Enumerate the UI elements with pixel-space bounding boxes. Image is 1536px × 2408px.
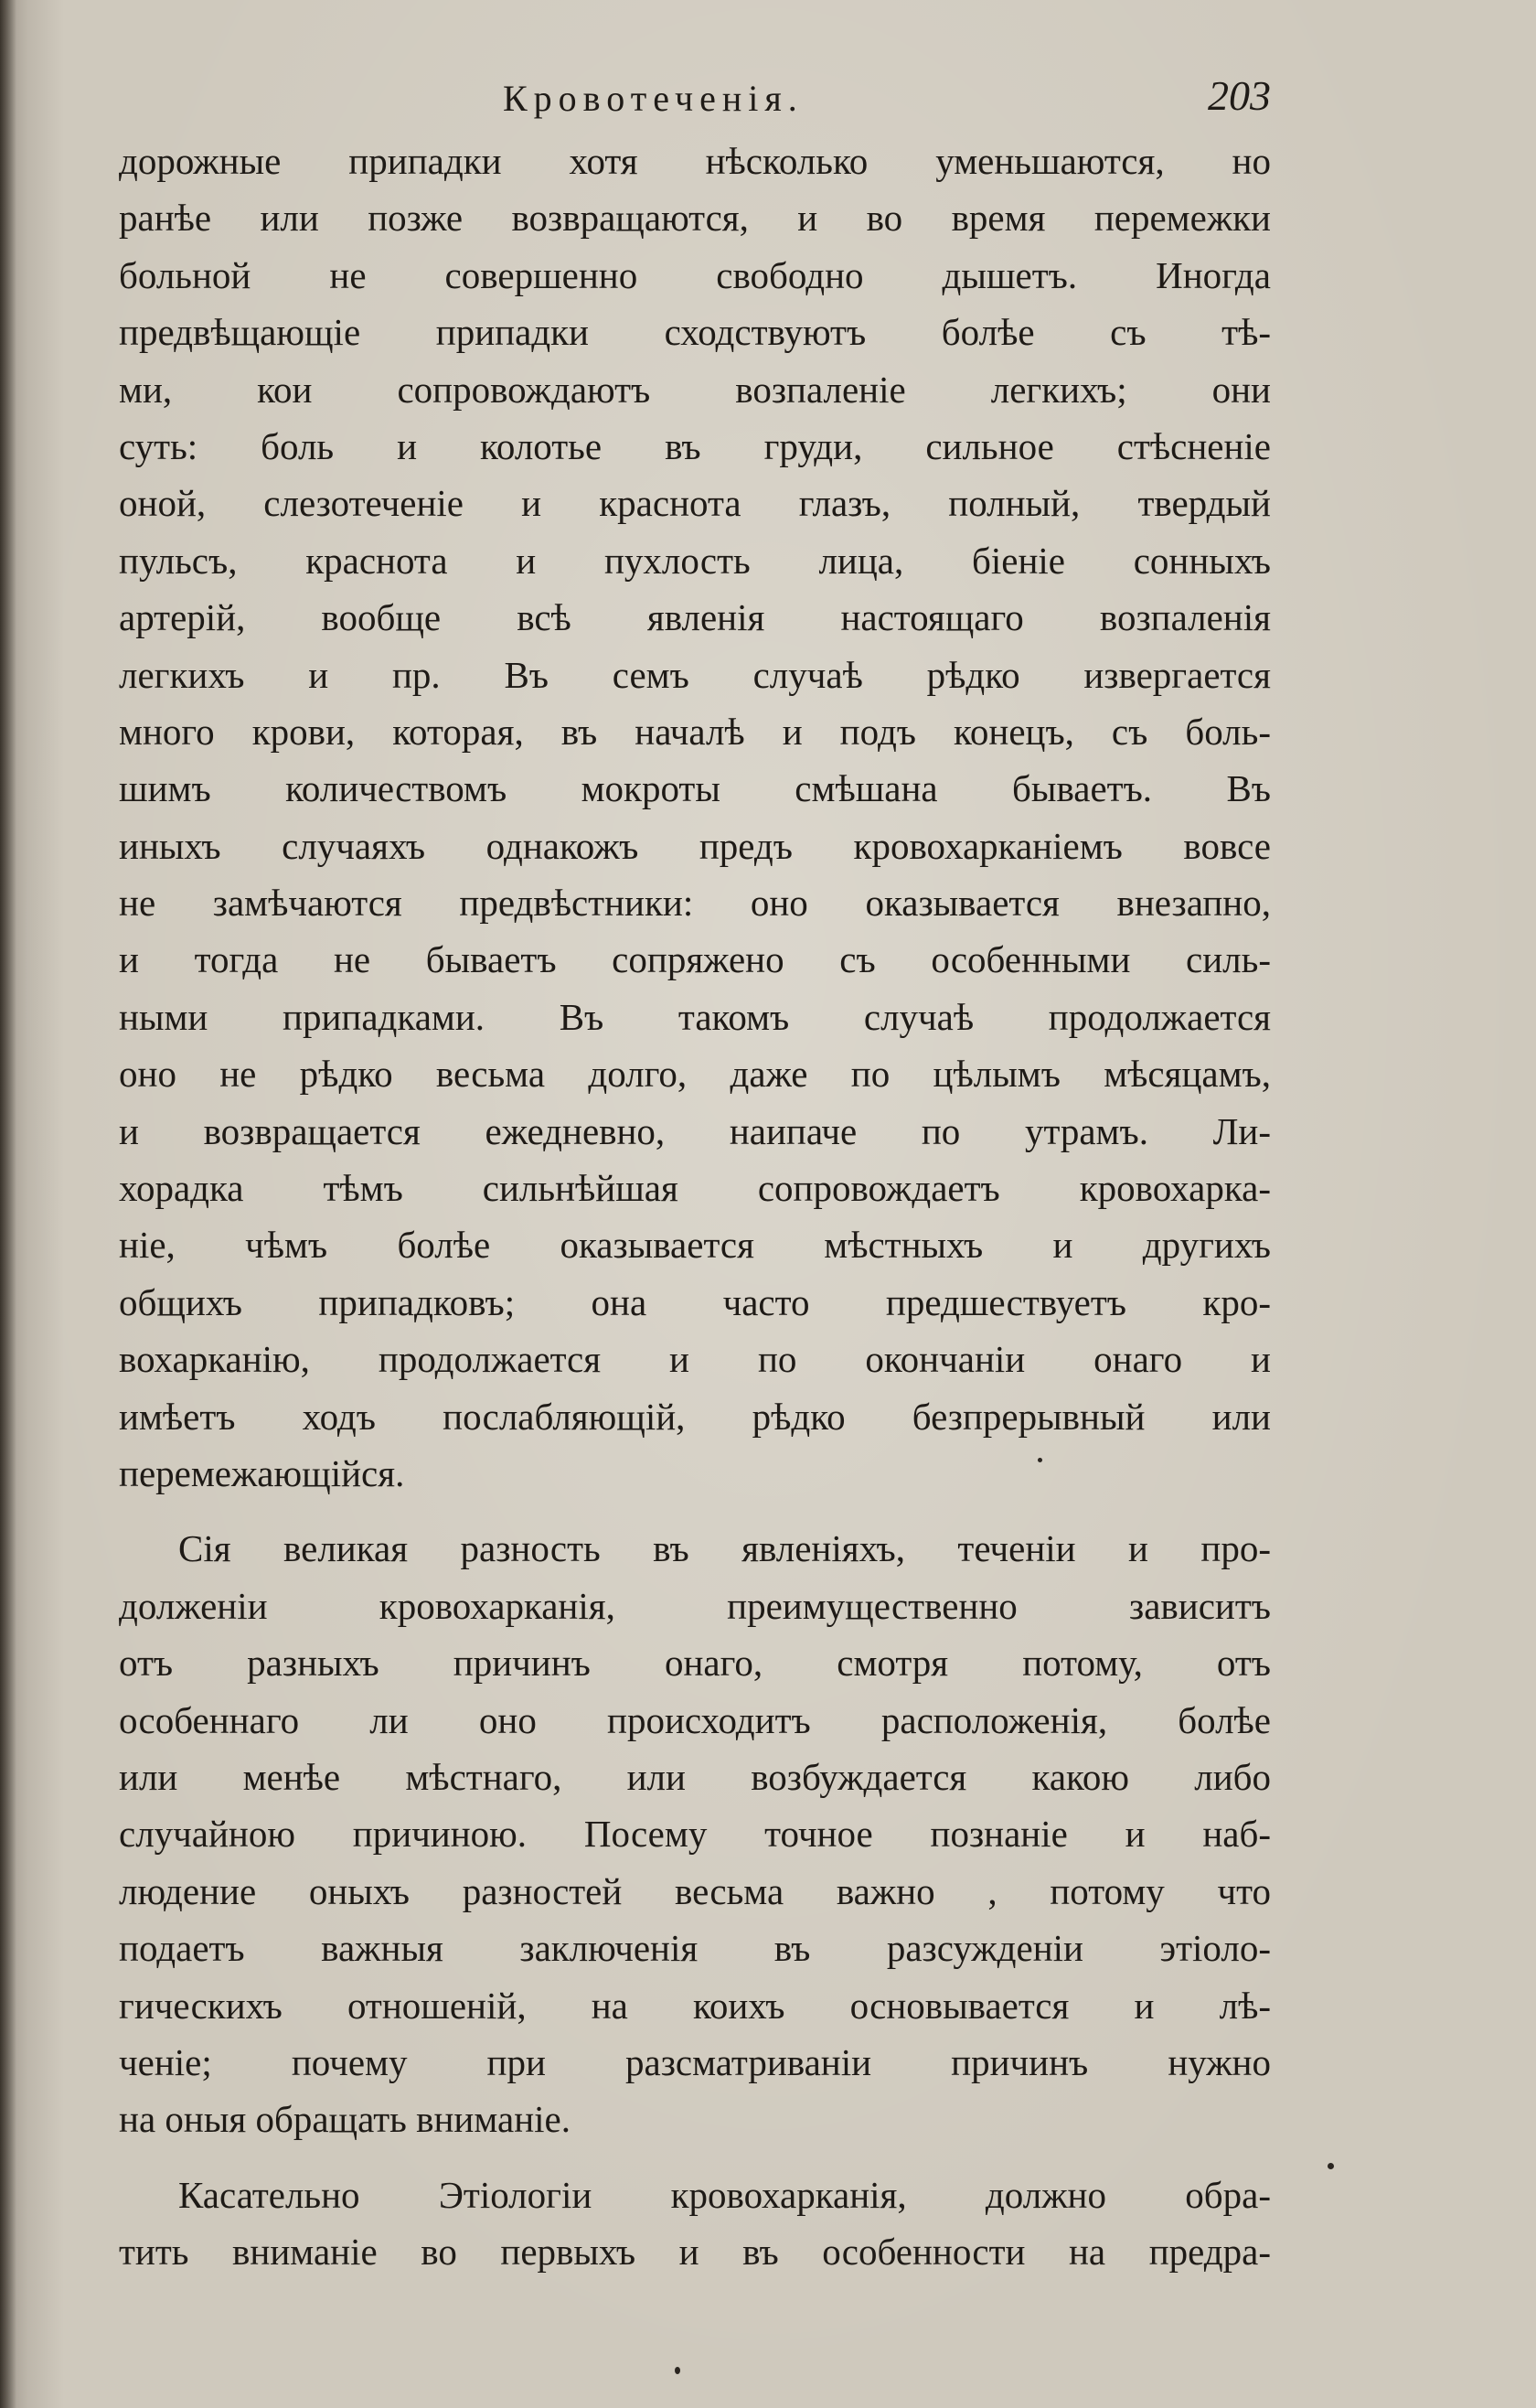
text-line: особеннаго ли оно происходитъ расположенія, болѣе xyxy=(119,1698,1271,1741)
text-line: общихъ припадковъ; она часто предшествуетъ кро- xyxy=(119,1280,1271,1323)
text-line: ранѣе или позже возвращаются, и во время перемежки xyxy=(119,197,1271,240)
text-line: тить вниманіе во первыхъ и въ особенности на предра- xyxy=(119,2231,1271,2274)
text-line: и возвращается ежедневно, наипаче по утрамъ. Ли- xyxy=(119,1109,1271,1152)
text-line: имѣетъ ходъ послабляющій, рѣдко безпрерывный или xyxy=(119,1395,1271,1438)
paragraph-gap xyxy=(119,2148,1271,2167)
text-line: суть: боль и колотье въ груди, сильное стѣсненіе xyxy=(119,424,1271,467)
text-line: не замѣчаются предвѣстники: оно оказывается внезапно, xyxy=(119,882,1271,925)
text-line: ченіе; почему при разсматриваніи причинъ нужно xyxy=(119,2040,1271,2083)
text-line: или менѣе мѣстнаго, или возбуждается какою либо xyxy=(119,1755,1271,1798)
page-number: 203 xyxy=(1208,72,1271,119)
text-line: оной, слезотеченіе и краснота глазъ, полный, твердый xyxy=(119,482,1271,525)
paragraph-2 xyxy=(119,1520,1271,2147)
text-line: дорожные припадки хотя нѣсколько уменьшаются, но xyxy=(119,140,1271,182)
text-line: перемежающійся. xyxy=(119,1451,405,1494)
text-line: людение оныхъ разностей весьма важно , потому что xyxy=(119,1869,1271,1912)
text-line: долженіи кровохарканія, преимущественно зависитъ xyxy=(119,1584,1271,1627)
text-line: гическихъ отношеній, на коихъ основывается и лѣ- xyxy=(119,1984,1271,2027)
paragraph-3 xyxy=(119,2167,1271,2281)
paragraph-gap xyxy=(119,1502,1271,1520)
text-line: Сія великая разность въ явленіяхъ, теченіи и про- xyxy=(178,1527,1271,1570)
text-line: хорадка тѣмъ сильнѣйшая сопровождаетъ кровохарка- xyxy=(119,1167,1271,1210)
text-line: случайною причиною. Посему точное познаніе и наб- xyxy=(119,1813,1271,1856)
text-line: много крови, которая, въ началѣ и подъ конецъ, съ боль- xyxy=(119,710,1271,753)
text-line: пульсъ, краснота и пухлость лица, біеніе сонныхъ xyxy=(119,539,1271,582)
text-line: отъ разныхъ причинъ онаго, смотря потому, отъ xyxy=(119,1642,1271,1685)
text-line: больной не совершенно свободно дышетъ. Иногда xyxy=(119,253,1271,296)
text-line: на оныя обращать вниманіе. xyxy=(119,2098,571,2141)
running-head xyxy=(119,71,1271,126)
text-line: шимъ количествомъ мокроты смѣшана бываетъ. Въ xyxy=(119,767,1271,810)
text-line: Касательно Этіологіи кровохарканія, должно обра- xyxy=(178,2173,1271,2216)
paragraph-1 xyxy=(119,133,1271,1502)
ink-speck xyxy=(1328,2163,1334,2169)
text-line: ными припадками. Въ такомъ случаѣ продолжается xyxy=(119,995,1271,1038)
text-line: и тогда не бываетъ сопряжено съ особенными силь- xyxy=(119,938,1271,981)
text-line: ми, кои сопровождаютъ возпаленіе легкихъ; они xyxy=(119,368,1271,411)
text-line: вохарканію, продолжается и по окончаніи онаго и xyxy=(119,1338,1271,1381)
body-text xyxy=(119,133,1271,2274)
text-line: предвѣщающіе припадки сходствуютъ болѣе съ тѣ- xyxy=(119,311,1271,354)
running-title: Кровотеченія. xyxy=(503,78,804,119)
text-line: ніе, чѣмъ болѣе оказывается мѣстныхъ и другихъ xyxy=(119,1224,1271,1267)
text-line: артерій, вообще всѣ явленія настоящаго возпаленія xyxy=(119,596,1271,639)
text-line: оно не рѣдко весьма долго, даже по цѣлымъ мѣсяцамъ, xyxy=(119,1053,1271,1096)
spine-shadow xyxy=(0,0,16,2408)
ink-speck xyxy=(1038,1458,1042,1462)
text-line: легкихъ и пр. Въ семъ случаѣ рѣдко извергается xyxy=(119,653,1271,696)
text-line: иныхъ случаяхъ однакожъ предъ кровохарканіемъ вовсе xyxy=(119,824,1271,867)
ink-speck xyxy=(675,2367,680,2374)
text-line: подаетъ важныя заключенія въ разсужденіи этіоло- xyxy=(119,1927,1271,1970)
